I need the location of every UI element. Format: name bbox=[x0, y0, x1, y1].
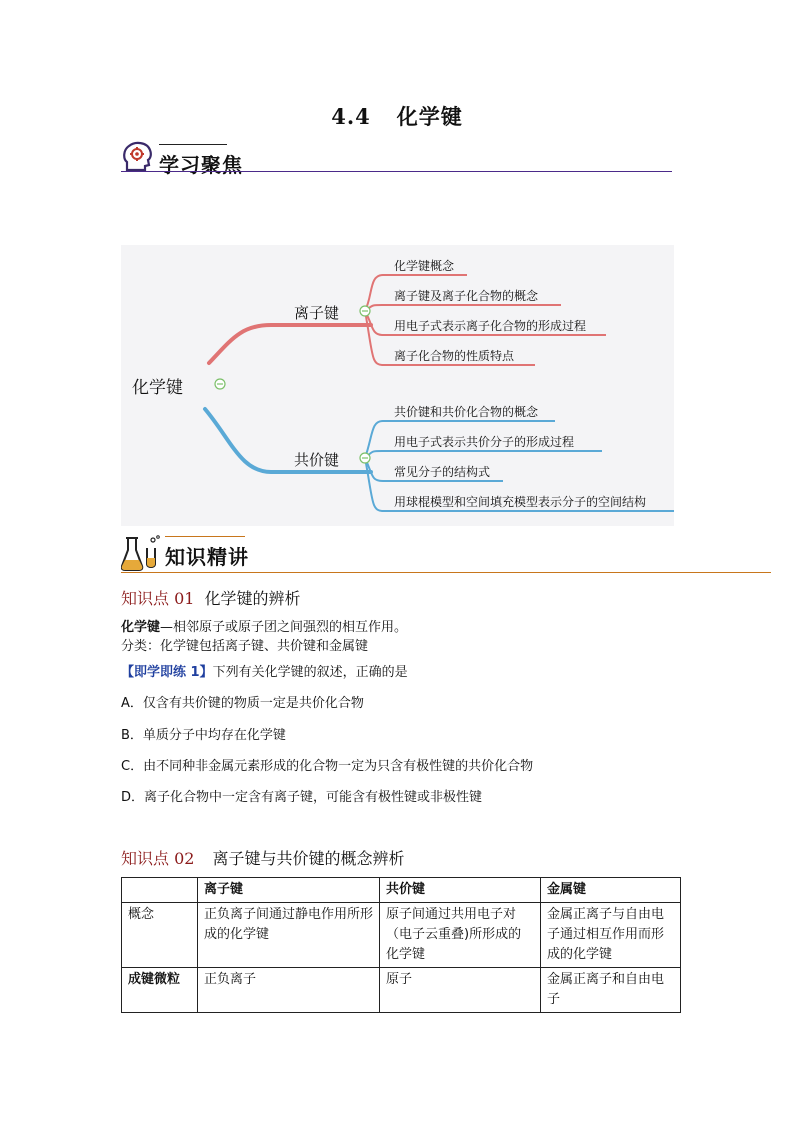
mind-map bbox=[121, 245, 674, 526]
brain-gear-icon bbox=[121, 140, 155, 178]
mindmap-leaf: 常见分子的结构式 bbox=[394, 465, 491, 479]
section-label: 知识精讲 bbox=[165, 545, 249, 569]
kp1-classification: 分类：化学键包括离子键、共价键和金属键 bbox=[121, 639, 369, 654]
mindmap-leaf: 离子化合物的性质特点 bbox=[394, 349, 515, 363]
decor-line bbox=[159, 144, 227, 145]
table-header-cell: 金属键 bbox=[541, 878, 681, 903]
mindmap-leaf: 用球棍模型和空间填充模型表示分子的空间结构 bbox=[394, 495, 647, 509]
kp1-definition bbox=[121, 618, 407, 637]
option-a: A．仅含有共价键的物质一定是共价化合物 bbox=[121, 696, 364, 711]
page-title bbox=[0, 101, 794, 131]
section-header-knowledge bbox=[121, 534, 771, 574]
table-cell: 正负离子 bbox=[198, 968, 380, 1013]
kp2-prefix: 知识点 bbox=[121, 849, 170, 868]
table-row bbox=[122, 903, 681, 968]
mindmap-root: 化学键 bbox=[132, 378, 183, 398]
decor-line bbox=[165, 536, 245, 537]
table-cell: 原子间通过共用电子对（电子云重叠)所形成的化学键 bbox=[380, 903, 541, 968]
collapse-icon[interactable] bbox=[360, 306, 370, 316]
section-label: 学习聚焦 bbox=[159, 153, 243, 177]
def-term: 化学键 bbox=[121, 620, 161, 635]
table-cell: 正负离子间通过静电作用所形成的化学键 bbox=[198, 903, 380, 968]
def-rest: —相邻原子或原子团之间强烈的相互作用。 bbox=[160, 620, 408, 635]
option-b: B．单质分子中均存在化学键 bbox=[121, 728, 286, 743]
title-number: 4.4 bbox=[331, 104, 371, 129]
table-cell: 金属正离子和自由电子 bbox=[541, 968, 681, 1013]
table-header-cell bbox=[122, 878, 198, 903]
comparison-table bbox=[121, 877, 681, 1013]
section-rule bbox=[121, 572, 771, 573]
kp1-heading bbox=[121, 586, 300, 609]
section-header-focus bbox=[121, 140, 672, 180]
practice-question bbox=[121, 663, 408, 682]
kp1-prefix: 知识点 bbox=[121, 589, 170, 608]
table-cell: 原子 bbox=[380, 968, 541, 1013]
kp1-title: 化学键的辨析 bbox=[204, 589, 301, 608]
mindmap-leaf: 化学键概念 bbox=[394, 259, 455, 273]
table-header-row bbox=[122, 878, 681, 903]
collapse-icon[interactable] bbox=[360, 453, 370, 463]
title-text: 化学键 bbox=[396, 104, 463, 129]
mindmap-leaf: 用电子式表示共价分子的形成过程 bbox=[394, 435, 575, 449]
table-row-header: 成键微粒 bbox=[122, 968, 198, 1013]
practice-tag: 【即学即练 1】 bbox=[121, 665, 213, 680]
lab-flask-icon bbox=[121, 534, 161, 576]
table-cell: 金属正离子与自由电子通过相互作用而形成的化学键 bbox=[541, 903, 681, 968]
collapse-icon[interactable] bbox=[215, 379, 225, 389]
kp2-title: 离子键与共价键的概念辨析 bbox=[212, 849, 405, 868]
mindmap-leaf: 用电子式表示离子化合物的形成过程 bbox=[394, 319, 587, 333]
mindmap-leaf: 离子键及离子化合物的概念 bbox=[394, 289, 539, 303]
practice-prompt: 下列有关化学键的叙述，正确的是 bbox=[212, 665, 408, 680]
table-row bbox=[122, 968, 681, 1013]
table-header-cell: 离子键 bbox=[198, 878, 380, 903]
section-rule bbox=[121, 171, 672, 172]
mindmap-branch-covalent: 共价键 bbox=[294, 451, 340, 469]
table-header-cell: 共价键 bbox=[380, 878, 541, 903]
mindmap-branch-ionic: 离子键 bbox=[294, 304, 340, 322]
mindmap-leaf: 共价键和共价化合物的概念 bbox=[394, 405, 539, 419]
option-d: D．离子化合物中一定含有离子键，可能含有极性键或非极性键 bbox=[121, 790, 483, 805]
table-row-header: 概念 bbox=[122, 903, 198, 968]
kp1-number: 01 bbox=[174, 589, 195, 608]
kp2-number: 02 bbox=[174, 849, 195, 868]
option-c: C．由不同种非金属元素形成的化合物一定为只含有极性键的共价化合物 bbox=[121, 759, 534, 774]
kp2-heading bbox=[121, 846, 404, 869]
